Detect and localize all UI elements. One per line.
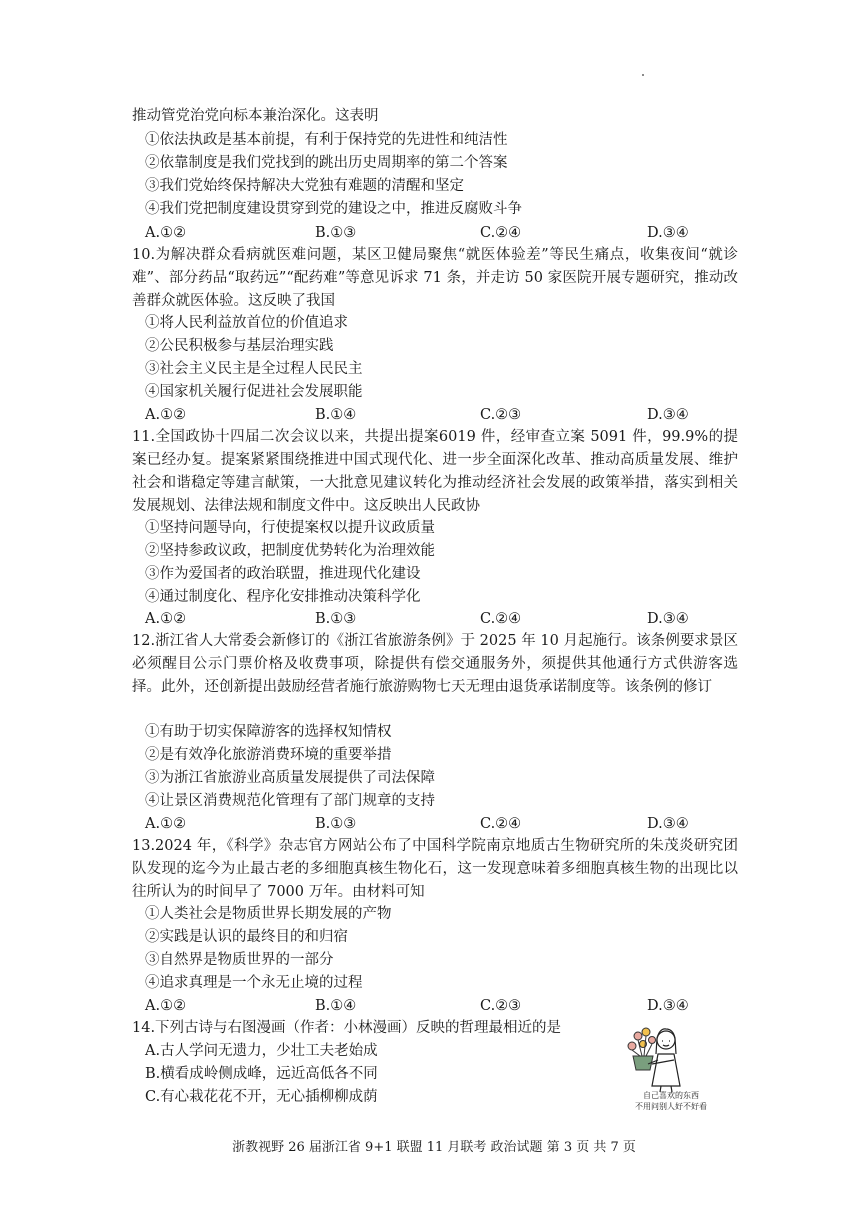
- q9-option: ②依靠制度是我们党找到的跳出历史周期率的第二个答案: [145, 155, 508, 171]
- q13-option: ②实践是认识的最终目的和归宿: [145, 929, 348, 945]
- comic-caption-line: 自己喜欢的东西: [643, 1091, 699, 1100]
- q9-option: ③我们党始终保持解决大党独有难题的清醒和坚定: [145, 178, 464, 194]
- q13-stem: 13.2024 年，《科学》杂志官方网站公布了中国科学院南京地质古生物研究所的朱茂炎研究团队发现的迄今为止最古老的多细胞真核生物化石，这一发现意味着多细胞真核生物的出现比以往所认为的时间早了 7000 万年。由材料可知: [132, 838, 738, 900]
- choice-a: A.①②: [145, 225, 187, 241]
- q13-option: ①人类社会是物质世界长期发展的产物: [145, 906, 392, 922]
- q9-option: ④我们党把制度建设贯穿到党的建设之中，推进反腐败斗争: [145, 201, 522, 217]
- q10-choices: [145, 405, 705, 425]
- q12-choices: [145, 814, 705, 834]
- choice-a: A.①②: [145, 816, 187, 832]
- q10-option: ②公民积极参与基层治理实践: [145, 338, 334, 354]
- q14-option: C.有心栽花花不开，无心插柳柳成荫: [145, 1089, 378, 1105]
- choice-b: B.①④: [315, 407, 357, 423]
- q13-choices: [145, 996, 705, 1016]
- scan-speck: [642, 74, 644, 76]
- q12-option: ④让景区消费规范化管理有了部门规章的支持: [145, 793, 435, 809]
- choice-a: A.①②: [145, 611, 187, 627]
- q10-stem: 10.为解决群众看病就医难问题，某区卫健局聚焦“就医体验差”等民生痛点，收集夜间“就诊难”、部分药品“取药远”“配药难”等意见诉求 71 条，并走访 50 家医院开展专题研究，推动改善群众就医体验。这反映了我国: [132, 247, 738, 309]
- choice-c: C.②④: [480, 816, 522, 832]
- q11-choices: [145, 609, 705, 629]
- choice-c: C.②④: [480, 225, 522, 241]
- q13-option: ③自然界是物质世界的一部分: [145, 952, 334, 968]
- choice-d: D.③④: [647, 611, 689, 627]
- q14-option: A.古人学问无遗力，少壮工夫老始成: [145, 1043, 378, 1059]
- q12-option: ③为浙江省旅游业高质量发展提供了司法保障: [145, 770, 435, 786]
- choice-b: B.①③: [315, 225, 357, 241]
- q10-option: ①将人民利益放首位的价值追求: [145, 315, 348, 331]
- q10-option: ④国家机关履行促进社会发展职能: [145, 384, 363, 400]
- choice-b: B.①③: [315, 816, 357, 832]
- choice-c: C.②③: [480, 407, 522, 423]
- q12-stem: 12.浙江省人大常委会新修订的《浙江省旅游条例》于 2025 年 10 月起施行。该条例要求景区必须醒目公示门票价格及收费事项，除提供有偿交通服务外，须提供其他通行方式供游客选择。此外，还创新提出鼓励经营者施行旅游购物七天无理由退货承诺制度等。该条例的修订: [132, 633, 738, 695]
- q14-stem: 14.下列古诗与右图漫画（作者：小林漫画）反映的哲理最相近的是: [132, 1020, 562, 1036]
- q11-option: ①坚持问题导向，行使提案权以提升议政质量: [145, 520, 435, 536]
- q11-option: ②坚持参政议政，把制度优势转化为治理效能: [145, 543, 435, 559]
- comic-illustration: [616, 1020, 726, 1120]
- q9-choices: [145, 223, 705, 243]
- choice-b: B.①③: [315, 611, 357, 627]
- q11-stem: 11.全国政协十四届二次会议以来，共提出提案6019 件，经审查立案 5091 件，99.9%的提案已经办复。提案紧紧围绕推进中国式现代化、进一步全面深化改革、推动高质量发展、维护社会和谐稳定等建言献策，一大批意见建议转化为推动经济社会发展的政策举措，落实到相关发展规划、法律法规和制度文件中。这反映出人民政协: [132, 429, 738, 514]
- choice-d: D.③④: [647, 998, 689, 1014]
- q12-option: ②是有效净化旅游消费环境的重要举措: [145, 747, 392, 763]
- q12-option: ①有助于切实保障游客的选择权知情权: [145, 724, 392, 740]
- choice-b: B.①④: [315, 998, 357, 1014]
- q14-option: B.横看成岭侧成峰，远近高低各不同: [145, 1066, 378, 1082]
- q11-option: ③作为爱国者的政治联盟，推进现代化建设: [145, 566, 421, 582]
- q13-option: ④追求真理是一个永无止境的过程: [145, 975, 363, 991]
- choice-a: A.①②: [145, 998, 187, 1014]
- choice-d: D.③④: [647, 225, 689, 241]
- choice-c: C.②③: [480, 998, 522, 1014]
- choice-a: A.①②: [145, 407, 187, 423]
- q11-option: ④通过制度化、程序化安排推动决策科学化: [145, 589, 421, 605]
- choice-c: C.②④: [480, 611, 522, 627]
- choice-d: D.③④: [647, 407, 689, 423]
- choice-d: D.③④: [647, 816, 689, 832]
- q9-option: ①依法执政是基本前提，有利于保持党的先进性和纯洁性: [145, 132, 508, 148]
- comic-caption-line: 不用问别人好不好看: [635, 1102, 707, 1111]
- page-footer: 浙教视野 26 届浙江省 9+1 联盟 11 月联考 政治试题 第 3 页 共 7 页: [232, 1140, 636, 1155]
- q10-option: ③社会主义民主是全过程人民民主: [145, 361, 363, 377]
- q9-stem-tail: 推动管党治党向标本兼治深化。这表明: [132, 108, 379, 124]
